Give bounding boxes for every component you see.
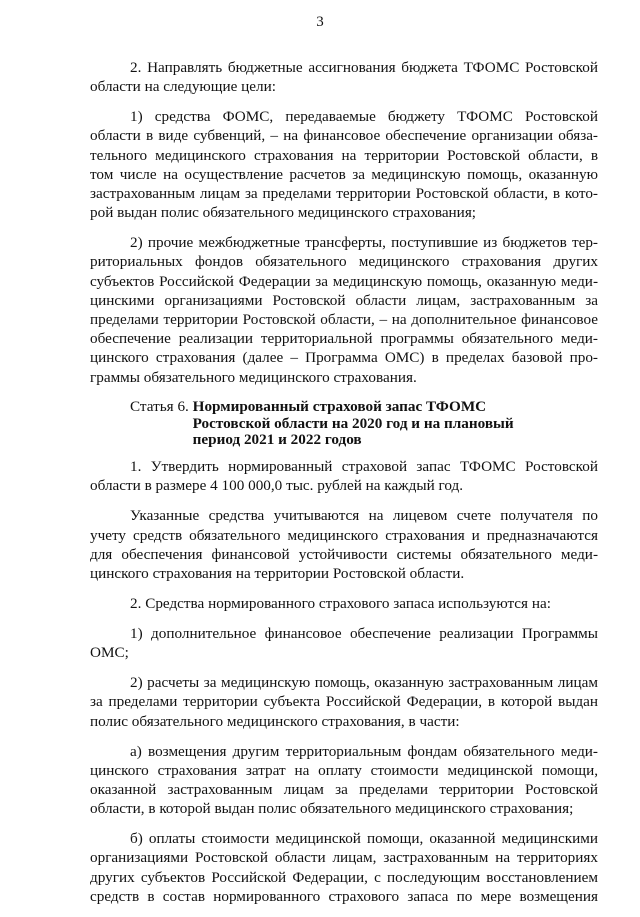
paragraph-line: цинскими организациями Ростовской области лицам, застрахованным за — [90, 291, 598, 309]
paragraph-line: застрахованным лицам за пределами территории Ростовской области, в кото- — [90, 185, 598, 203]
article-heading — [90, 399, 598, 449]
paragraph-line: Указанные средства учитываются на лицевом счете получателя по — [130, 507, 598, 525]
paragraph-line: субъектов Российской Федерации за медицинскую помощь, оказанную меди- — [90, 272, 598, 290]
paragraph-line: области, в которой выдан полис обязательного медицинского страхования; — [90, 800, 574, 818]
document-body — [90, 58, 598, 917]
paragraph — [90, 624, 598, 662]
paragraph — [90, 233, 598, 387]
paragraph-line: 2) расчеты за медицинскую помощь, оказанную застрахованным лицам — [130, 674, 598, 692]
paragraph-line: тельного медицинского страхования на территории Ростовской области, в — [90, 146, 598, 164]
paragraph — [90, 673, 598, 731]
paragraph — [90, 829, 598, 906]
paragraph — [90, 58, 598, 96]
paragraph-line: области в размере 4 100 000,0 тыс. рублей на каждый год. — [90, 477, 464, 495]
paragraph-line: области в виде субвенций, – на финансовое обеспечение организации обяза- — [90, 127, 598, 145]
paragraph-line: риториальных фондов обязательного медицинского страхования других — [90, 253, 598, 271]
paragraph-line: 2. Направлять бюджетные ассигнования бюджета ТФОМС Ростовской — [130, 59, 598, 76]
paragraph-line: за пределами территории субъекта Российской Федерации, в которой выдан — [90, 693, 598, 711]
paragraph-line: 1) дополнительное финансовое обеспечение реализации Программы — [130, 625, 598, 643]
paragraph-line: средств в состав нормированного страхового запаса по мере возмещения — [90, 887, 598, 905]
article-title-line: период 2021 и 2022 годов — [192, 431, 362, 449]
article-title-line: Нормированный страховой запас ТФОМС — [192, 397, 487, 415]
paragraph — [90, 107, 598, 222]
paragraph-line: организациями Ростовской области лицам, застрахованным на территориях — [90, 849, 598, 867]
page-number: 3 — [316, 14, 324, 30]
paragraph-line: ОМС; — [90, 644, 129, 662]
paragraph-line: пределами территории Ростовской области, – на дополнительное финансовое — [90, 311, 598, 329]
paragraph-line: учету средств обязательного медицинского страхования и предназначаются — [90, 526, 598, 544]
article-label: Статья 6. — [130, 397, 193, 415]
paragraph-line: цинского страхования затрат на оплату стоимости медицинской помощи, — [90, 761, 598, 779]
paragraph — [90, 506, 598, 583]
paragraph — [90, 457, 598, 495]
paragraph-line: других субъектов Российской Федерации, с последующим восстановлением — [90, 868, 598, 886]
paragraph-line: 1. Утвердить нормированный страховой запас ТФОМС Ростовской — [130, 458, 598, 476]
paragraph-line: рой выдан полис обязательного медицинского страхования; — [90, 204, 477, 222]
paragraph-line: для обеспечения финансовой устойчивости системы обязательного меди- — [90, 545, 598, 563]
article-title — [193, 399, 514, 449]
paragraph-line: цинского страхования (далее – Программа ОМС) в пределах базовой про- — [90, 349, 598, 367]
paragraph-line: том числе на осуществление расчетов за медицинскую помощь, оказанную — [90, 165, 598, 183]
paragraph-line: обеспечение реализации территориальной программы обязательного меди- — [90, 330, 598, 348]
section-after-article — [90, 457, 598, 906]
paragraph-line: 1) средства ФОМС, передаваемые бюджету ТФОМС Ростовской — [130, 108, 598, 126]
paragraph-line: граммы обязательного медицинского страхования. — [90, 368, 417, 386]
paragraph-line: цинского страхования на территории Ростовской области. — [90, 565, 465, 583]
paragraph-line: а) возмещения другим территориальным фондам обязательного меди- — [130, 742, 598, 760]
paragraph-line: полис обязательного медицинского страхования, в части: — [90, 712, 460, 730]
paragraph-line: 2) прочие межбюджетные трансферты, поступившие из бюджетов тер- — [130, 234, 598, 252]
paragraph-line: оказанной застрахованным лицам за пределами территории Ростовской — [90, 781, 598, 799]
section-before-article — [90, 58, 598, 387]
paragraph — [90, 742, 598, 819]
paragraph — [90, 594, 598, 613]
paragraph-line: б) оплаты стоимости медицинской помощи, оказанной медицинскими — [130, 830, 598, 848]
article-title-line: Ростовской области на 2020 год и на плановый — [192, 414, 514, 432]
paragraph-line: области на следующие цели: — [90, 78, 276, 96]
paragraph-line: 2. Средства нормированного страхового запаса используются на: — [130, 595, 551, 613]
